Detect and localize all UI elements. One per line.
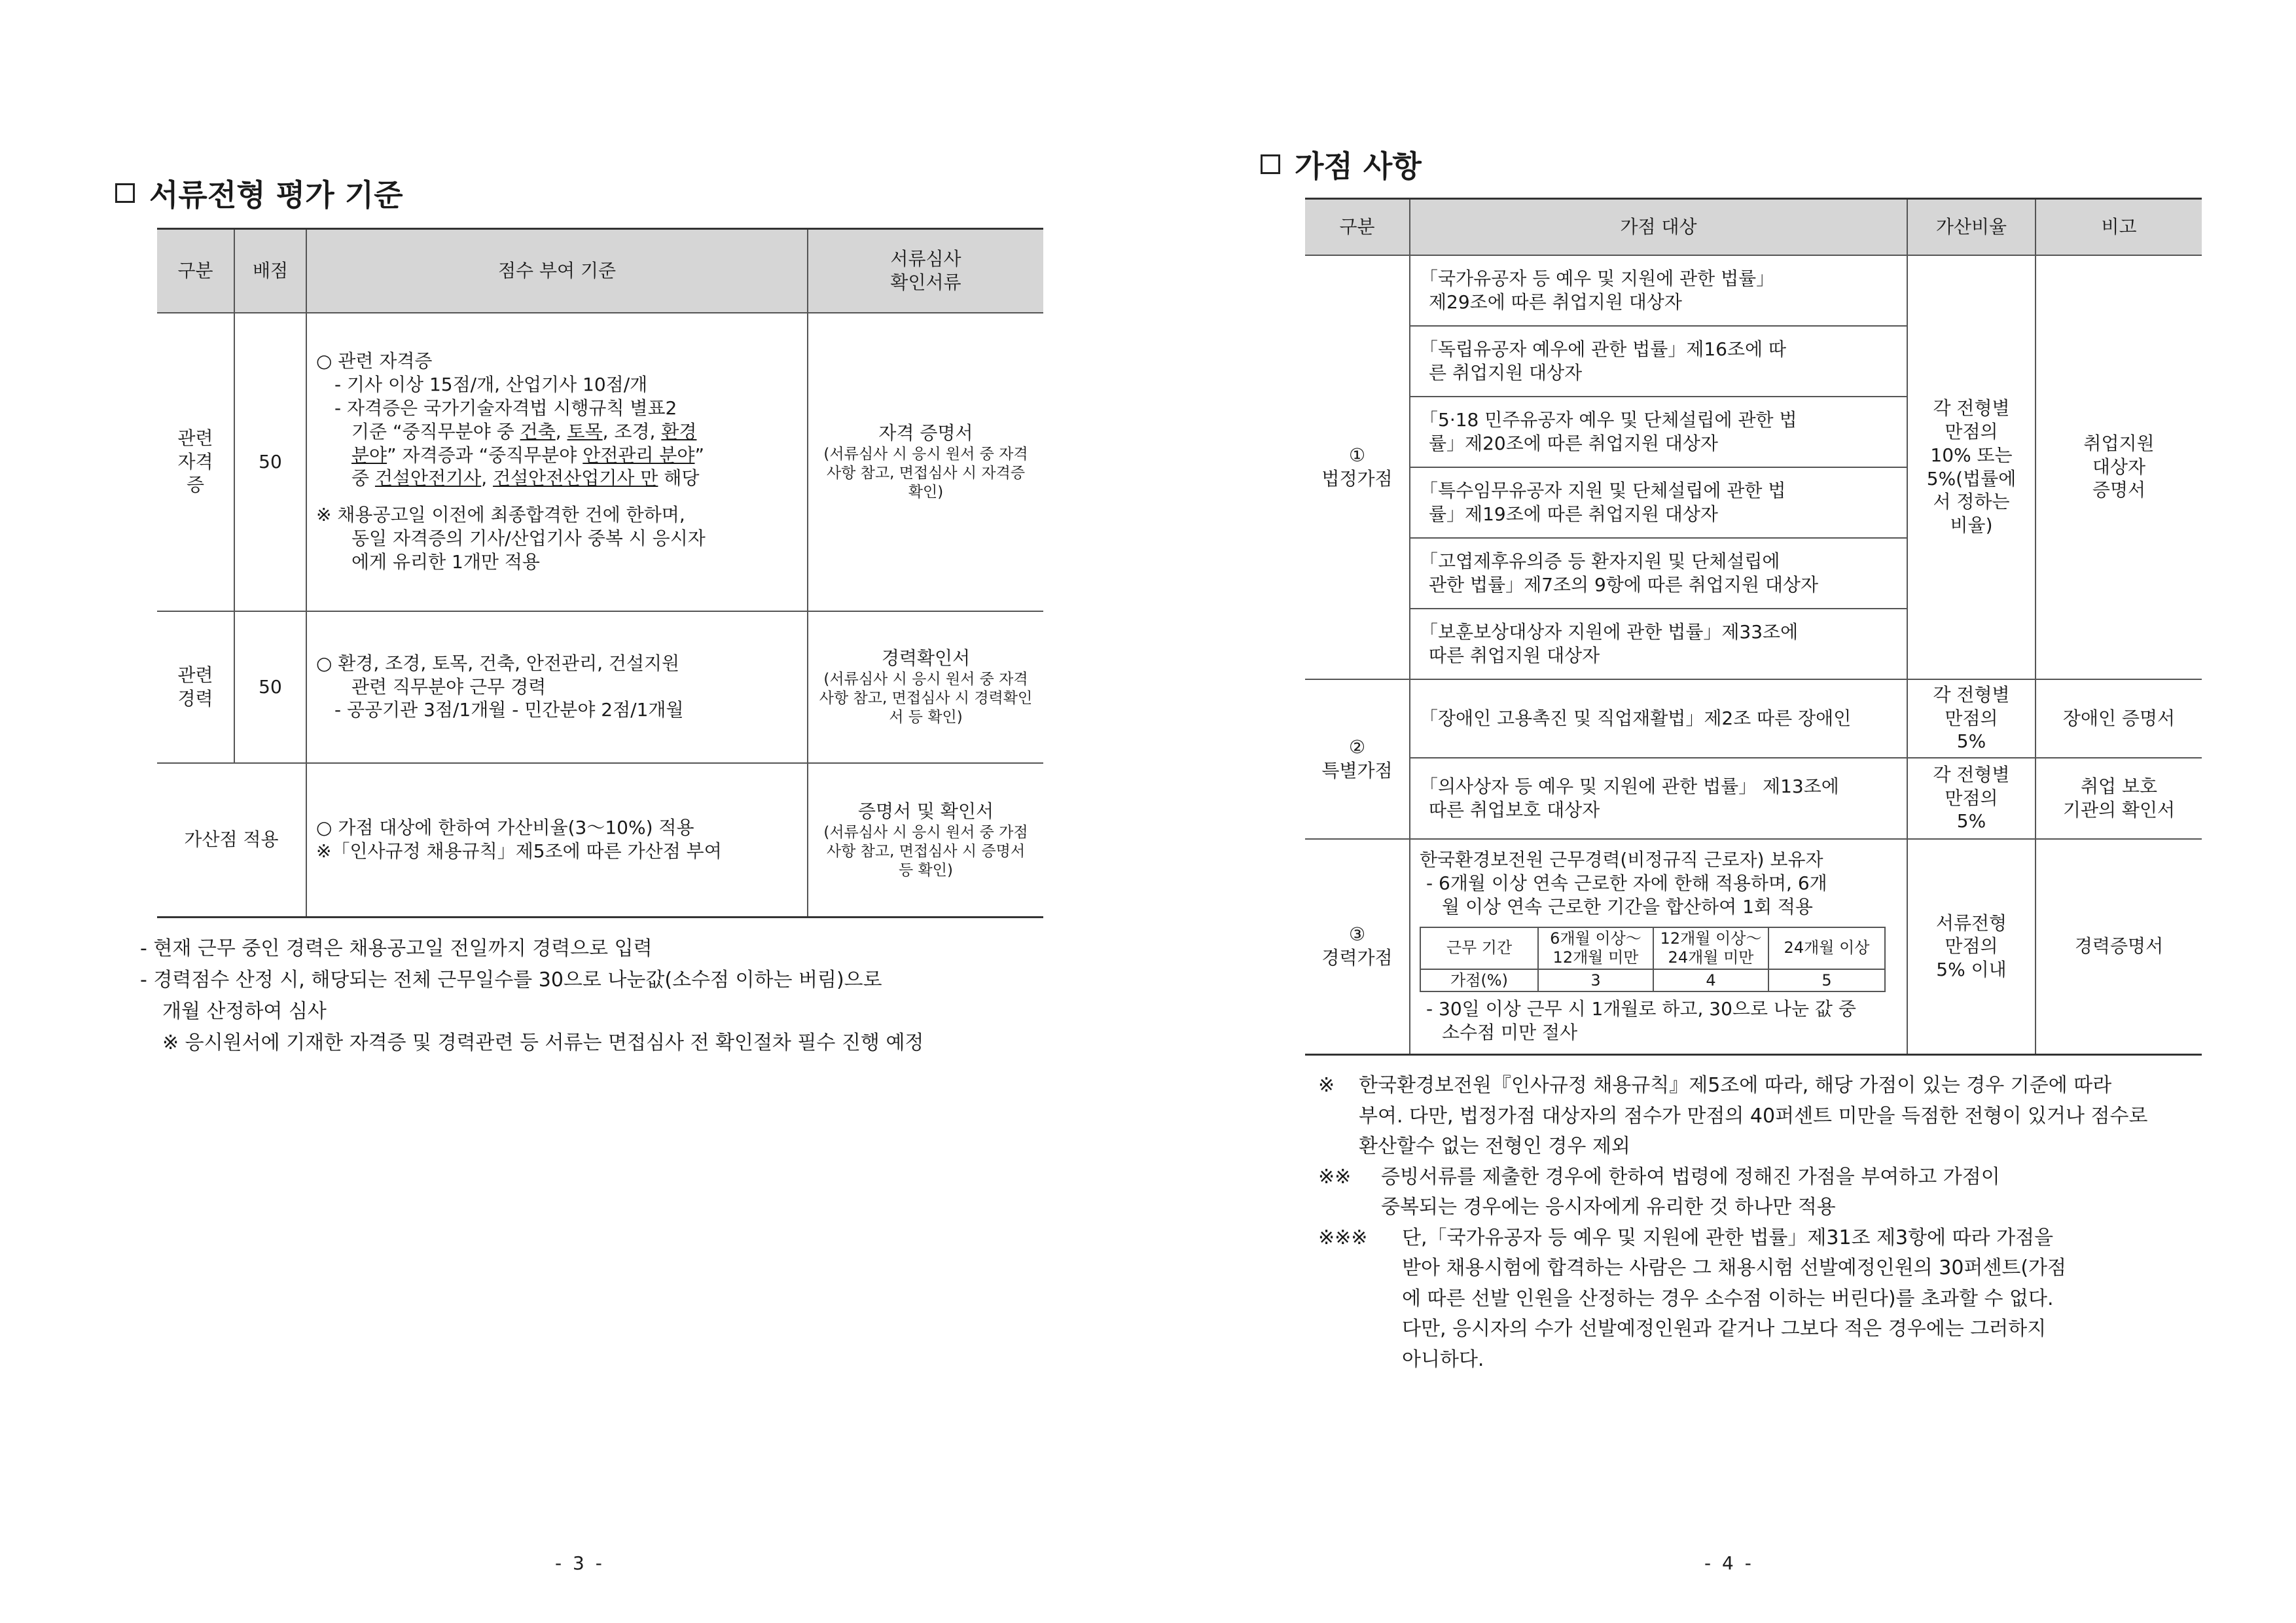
- table-row-certificate: [157, 313, 1043, 611]
- header-score: 배점: [234, 229, 306, 313]
- category-legal: ① 법정가점: [1305, 255, 1410, 679]
- evaluation-notes: - 현재 근무 중인 경력은 채용공고일 전일까지 경력으로 입력 - 경력점수 산정 시, 해당되는 전체 근무일수를 30으로 나눈값(소수점 이하는 버림)으로 개월 산정하여 심사 ※ 응시원서에 기재한 자격증 및 경력관련 등 서류는 면접심사 전 확인절차 필수 진행 예정: [140, 937, 924, 1054]
- ratio-special-2: 각 전형별 만점의 5%: [1907, 758, 2036, 839]
- table-row: [1305, 255, 2202, 326]
- documents-bonus: 증명서 및 확인서 (서류심사 시 응시 원서 중 가점사항 참고, 면접심사 시 증명서 등 확인): [808, 763, 1043, 918]
- category-special: ② 특별가점: [1305, 679, 1410, 839]
- table-row: [1305, 679, 2202, 758]
- section-title-evaluation: 서류전형 평가 기준: [115, 171, 403, 215]
- target-item: 「보훈보상대상자 지원에 관한 법률」제33조에 따른 취업지원 대상자: [1410, 609, 1907, 679]
- table-row: [1305, 839, 2202, 1055]
- header-criteria: 점수 부여 기준: [306, 229, 808, 313]
- table-row: [1305, 758, 2202, 839]
- remark-career: 경력증명서: [2036, 839, 2202, 1055]
- header-category: 구분: [1305, 199, 1410, 255]
- remark-special-1: 장애인 증명서: [2036, 679, 2202, 758]
- criteria-certificate: ○ 관련 자격증 - 기사 이상 15점/개, 산업기사 10점/개 - 자격증은 국가기술자격법 시행규칙 별표2 기준 “중직무분야 중 건축, 토목, 조경, 환경 분야” 자격증과 “중직무분야 안전관리 분야” 중 건설안전기사, 건설안전산업기사 만 해당 ※ 채용공고일 이전에 최종합격한 건에 한하며, 동일 자격증의 기사/산업기사 중복 시 응시자 에게 유리한 1개만 적용: [306, 313, 808, 611]
- checkbox-icon: [1261, 154, 1280, 174]
- table-row-experience: [157, 611, 1043, 763]
- category-bonus: 가산점 적용: [157, 763, 306, 918]
- target-career: 한국환경보전원 근무경력(비정규직 근로자) 보유자 - 6개월 이상 연속 근로한 자에 한해 적용하며, 6개 월 이상 연속 근로한 기간을 합산하여 1회 적용 근무 기간 6개월 이상～ 12개월 미만 12개월 이상～ 24개월 미만 24개월 이상 가점(%) 3 4 5 - 30일 이상 근무 시 1개월로 하고, 30으로 나눈 값 중 소수점 미만 절사: [1410, 839, 1907, 1055]
- category-experience: 관련 경력: [157, 611, 234, 763]
- career-period-table: [1420, 927, 1886, 992]
- target-item: 「특수임무유공자 지원 및 단체설립에 관한 법 률」제19조에 따른 취업지원 대상자: [1410, 467, 1907, 538]
- ratio-special-1: 각 전형별 만점의 5%: [1907, 679, 2036, 758]
- bonus-footnotes: [1318, 1071, 2202, 1375]
- ratio-career: 서류전형 만점의 5% 이내: [1907, 839, 2036, 1055]
- header-documents: 서류심사 확인서류: [808, 229, 1043, 313]
- section-title-bonus: 가점 사항: [1261, 143, 1422, 186]
- target-item: 「국가유공자 등 예우 및 지원에 관한 법률」 제29조에 따른 취업지원 대상자: [1410, 255, 1907, 326]
- documents-certificate: 자격 증명서 (서류심사 시 응시 원서 중 자격사항 참고, 면접심사 시 자격증 확인): [808, 313, 1043, 611]
- remark-special-2: 취업 보호 기관의 확인서: [2036, 758, 2202, 839]
- header-category: 구분: [157, 229, 234, 313]
- target-item: 「5·18 민주유공자 예우 및 단체설립에 관한 법 률」제20조에 따른 취업지원 대상자: [1410, 397, 1907, 467]
- header-target: 가점 대상: [1410, 199, 1907, 255]
- category-certificate: 관련 자격 증: [157, 313, 234, 611]
- ratio-legal: 각 전형별 만점의 10% 또는 5%(법률에 서 정하는 비율): [1907, 255, 2036, 679]
- bonus-points-table: [1305, 198, 2202, 1056]
- page-number: - 4 -: [1704, 1552, 1754, 1574]
- header-remark: 비고: [2036, 199, 2202, 255]
- table-header-row: [1305, 199, 2202, 255]
- page-number: - 3 -: [555, 1552, 605, 1574]
- criteria-bonus: ○ 가점 대상에 한하여 가산비율(3～10%) 적용 ※「인사규정 채용규칙」제5조에 따른 가산점 부여: [306, 763, 808, 918]
- footnote-1: ※ 한국환경보전원『인사규정 채용규칙』제5조에 따라, 해당 가점이 있는 경우 기준에 따라 부여. 다만, 법정가점 대상자의 점수가 만점의 40퍼센트 미만을 득점한 전형이 있거나 점수로 환산할수 없는 전형인 경우 제외: [1318, 1074, 2148, 1158]
- documents-experience: 경력확인서 (서류심사 시 응시 원서 중 자격사항 참고, 면접심사 시 경력확인서 등 확인): [808, 611, 1043, 763]
- category-career: ③ 경력가점: [1305, 839, 1410, 1055]
- target-item: 「장애인 고용촉진 및 직업재활법」제2조 따른 장애인: [1410, 679, 1907, 758]
- remark-legal: 취업지원 대상자 증명서: [2036, 255, 2202, 679]
- table-row-bonus: [157, 763, 1043, 918]
- score-experience: 50: [234, 611, 306, 763]
- checkbox-icon: [115, 183, 135, 203]
- criteria-experience: ○ 환경, 조경, 토목, 건축, 안전관리, 건설지원 관련 직무분야 근무 경력 - 공공기관 3점/1개월 - 민간분야 2점/1개월: [306, 611, 808, 763]
- footnote-2: ※※ 증빙서류를 제출한 경우에 한하여 법령에 정해진 가점을 부여하고 가점이 중복되는 경우에는 응시자에게 유리한 것 하나만 적용: [1318, 1165, 2000, 1219]
- evaluation-criteria-table: [157, 228, 1043, 918]
- points-row: 가점(%) 3 4 5: [1420, 969, 1885, 992]
- target-item: 「독립유공자 예우에 관한 법률」제16조에 따 른 취업지원 대상자: [1410, 326, 1907, 397]
- target-item: 「의사상자 등 예우 및 지원에 관한 법률」 제13조에 따른 취업보호 대상자: [1410, 758, 1907, 839]
- period-row: 근무 기간 6개월 이상～ 12개월 미만 12개월 이상～ 24개월 미만 24개월 이상: [1420, 927, 1885, 969]
- footnote-3: ※※※ 단,「국가유공자 등 예우 및 지원에 관한 법률」제31조 제3항에 따라 가점을 받아 채용시험에 합격하는 사람은 그 채용시험 선발예정인원의 30퍼센트(가점 에 따른 선발 인원을 산정하는 경우 소수점 이하는 버린다)를 초과할 수 없다. 다만, 응시자의 수가 선발예정인원과 같거나 그보다 적은 경우에는 그러하지 아니하다.: [1318, 1226, 2067, 1371]
- score-certificate: 50: [234, 313, 306, 611]
- header-ratio: 가산비율: [1907, 199, 2036, 255]
- page-4: [1148, 0, 2296, 1623]
- table-header-row: [157, 229, 1043, 313]
- target-item: 「고엽제후유의증 등 환자지원 및 단체설립에 관한 법률」제7조의 9항에 따른 취업지원 대상자: [1410, 538, 1907, 609]
